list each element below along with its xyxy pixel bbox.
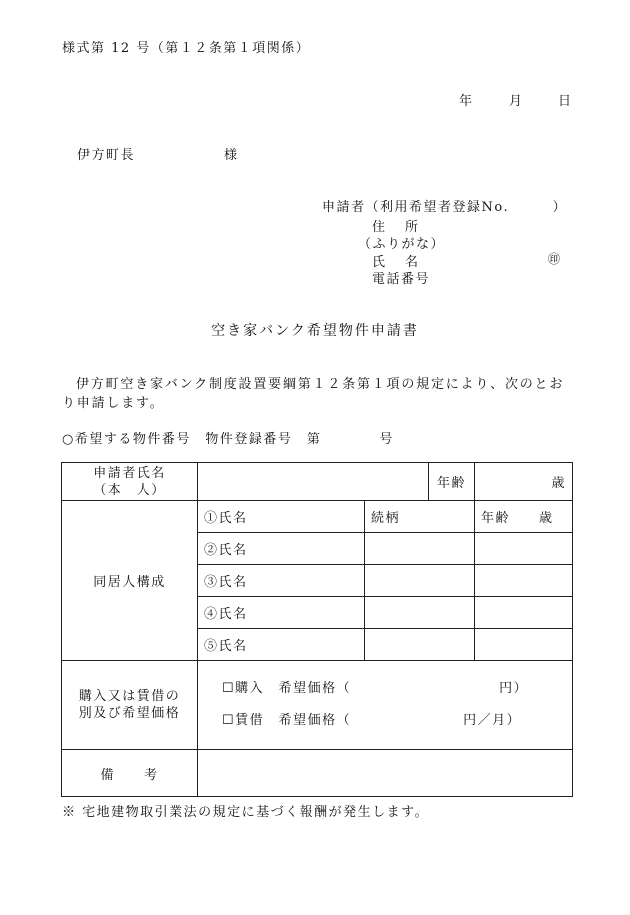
property-number-line: ○希望する物件番号 物件登録番号 第 号 — [62, 432, 394, 447]
household-relation-3[interactable] — [365, 565, 475, 597]
seal-icon: ㊞ — [548, 252, 561, 266]
applicant-phone-label: 電話番号 — [372, 272, 431, 287]
household-label: 同居人構成 — [62, 501, 198, 661]
household-age-5[interactable] — [475, 629, 573, 661]
applicant-address-label: 住所 — [372, 220, 439, 235]
household-relation-2[interactable] — [365, 533, 475, 565]
age-cell[interactable]: 歳 — [475, 463, 573, 501]
form-number: 様式第 12 号（第１２条第１項関係） — [62, 41, 311, 56]
applicant-name-cell[interactable] — [198, 463, 429, 501]
applicant-heading: 申請者（利用希望者登録No. ） — [322, 200, 568, 215]
household-name-4[interactable]: ④氏名 — [198, 597, 365, 629]
household-name-3[interactable]: ③氏名 — [198, 565, 365, 597]
household-age-3[interactable] — [475, 565, 573, 597]
household-name-1[interactable]: ①氏名 — [198, 501, 365, 533]
household-age-4[interactable] — [475, 597, 573, 629]
addressee-honorific: 様 — [224, 148, 239, 163]
applicant-name-header: 申請者氏名 （本 人） — [62, 463, 198, 501]
date-year-label: 年 — [459, 94, 474, 109]
date-day-label: 日 — [558, 94, 573, 109]
document-body: 伊方町空き家バンク制度設置要綱第１２条第１項の規定により、次のとおり申請します。 — [62, 377, 565, 411]
purchase-or-rent-cell — [198, 661, 573, 750]
purchase-or-rent-label: 購入又は賃借の 別及び希望価格 — [62, 661, 198, 750]
remarks-label: 備 考 — [62, 750, 198, 797]
rent-option[interactable]: ☐賃借 希望価格（ 円／月） — [222, 713, 522, 728]
household-relation-1[interactable]: 続柄 — [365, 501, 475, 533]
remarks-cell[interactable] — [198, 750, 573, 797]
applicant-furigana-label: （ふりがな） — [358, 237, 446, 252]
household-age-2[interactable] — [475, 533, 573, 565]
footnote: ※ 宅地建物取引業法の規定に基づく報酬が発生します。 — [62, 805, 430, 820]
age-label: 年齢 — [429, 463, 475, 501]
application-table — [61, 462, 573, 797]
household-name-5[interactable]: ⑤氏名 — [198, 629, 365, 661]
household-age-1[interactable]: 年齢 歳 — [475, 501, 573, 533]
household-relation-4[interactable] — [365, 597, 475, 629]
household-relation-5[interactable] — [365, 629, 475, 661]
document-title: 空き家バンク希望物件申請書 — [211, 323, 419, 339]
applicant-name-label: 氏名 — [372, 255, 439, 270]
date-month-label: 月 — [509, 94, 524, 109]
household-name-2[interactable]: ②氏名 — [198, 533, 365, 565]
purchase-option[interactable]: ☐購入 希望価格（ 円） — [222, 681, 529, 696]
addressee: 伊方町長 — [77, 148, 136, 163]
